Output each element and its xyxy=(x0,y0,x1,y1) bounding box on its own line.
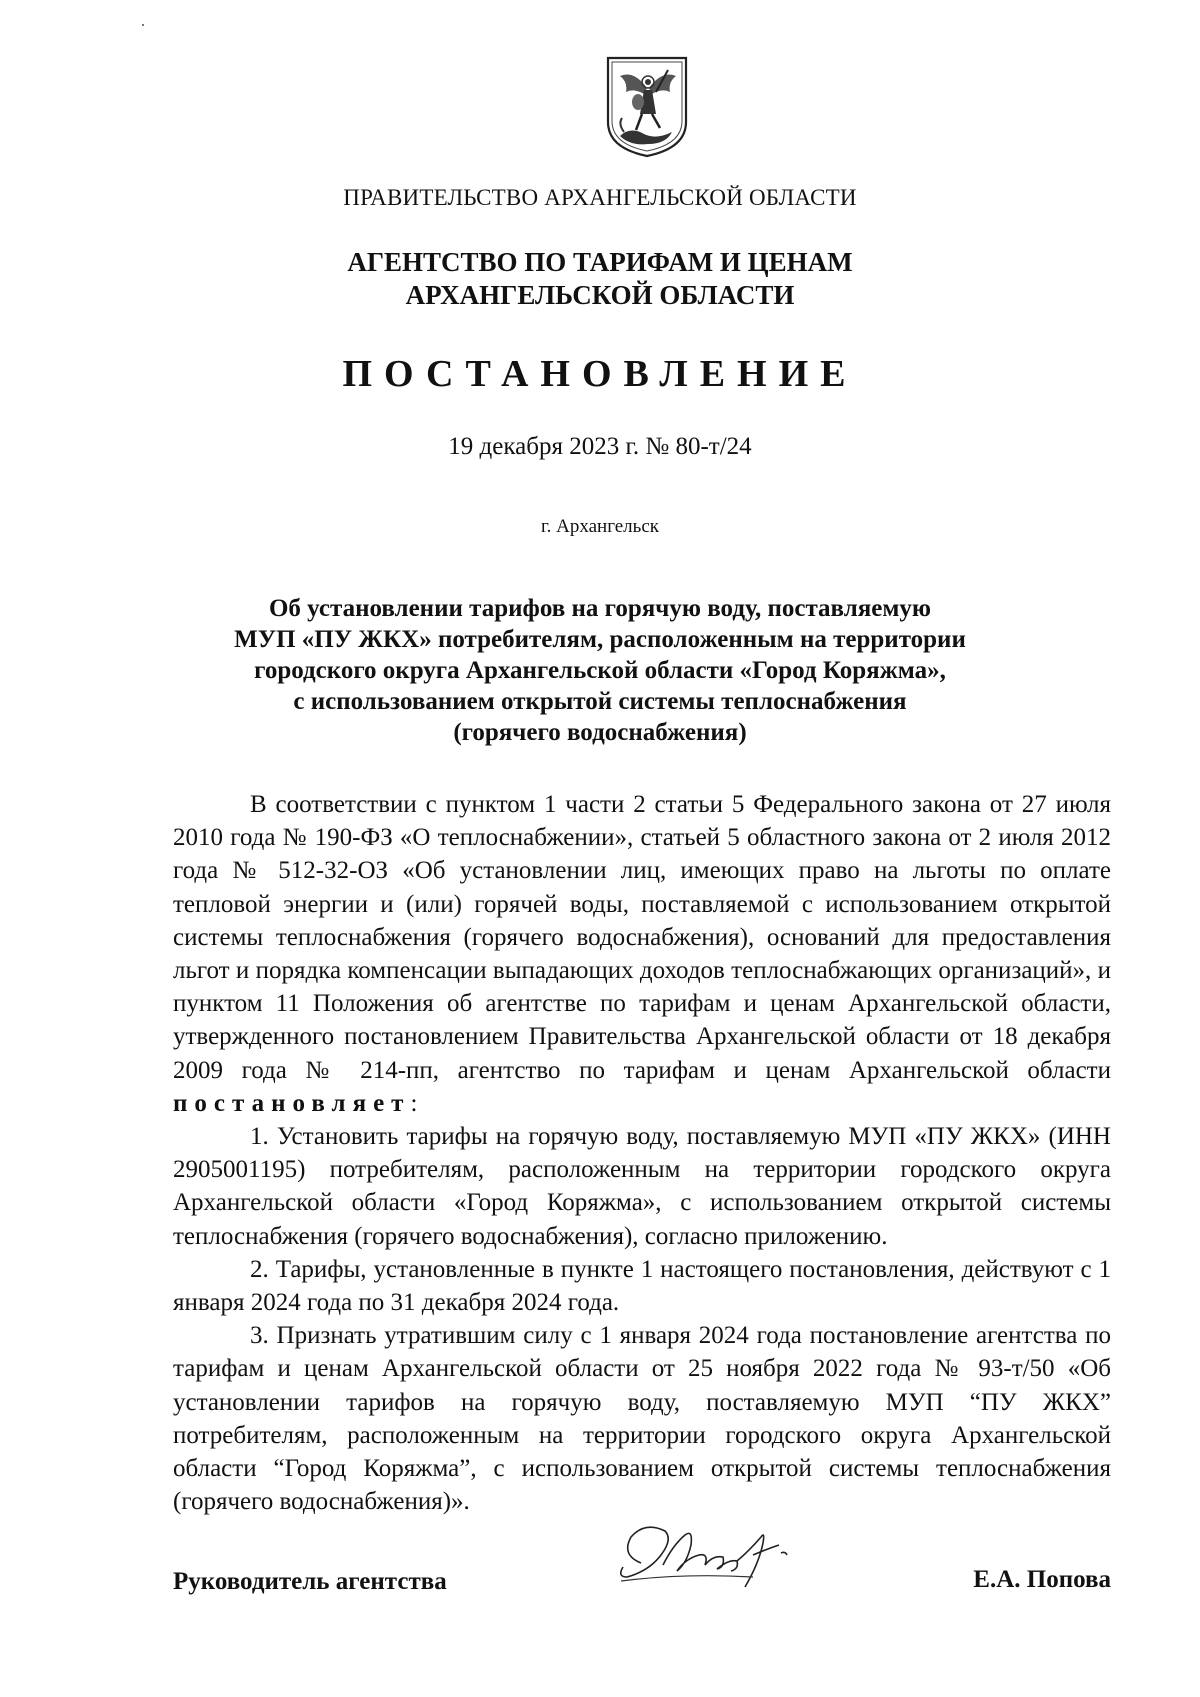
handwritten-signature xyxy=(613,1515,823,1595)
subject-line-3: городского округа Архангельской области «Город Коряжма», xyxy=(254,657,946,684)
agency-heading-line2: АРХАНГЕЛЬСКОЙ ОБЛАСТИ xyxy=(405,280,795,310)
scan-speck xyxy=(142,24,144,26)
subject-line-1: Об установлении тарифов на горячую воду, поставляемую xyxy=(268,595,932,622)
subject-line-5: (горячего водоснабжения) xyxy=(453,719,747,746)
decree-body xyxy=(173,788,1111,1518)
coat-of-arms-emblem xyxy=(604,52,690,160)
preamble-paragraph xyxy=(173,788,1111,1120)
item-1-paragraph: 1. Установить тарифы на горячую воду, поставляемую МУП «ПУ ЖКХ» (ИНН 2905001195) потребителям, расположенным на территории городского округа Архангельской области «Город Коряжма», с использованием открытой системы теплоснабжения (горячего водоснабжения), согласно приложению. xyxy=(173,1123,1111,1250)
decree-date-number: 19 декабря 2023 г. № 80-т/24 xyxy=(448,433,752,460)
decree-title: ПОСТАНОВЛЕНИЕ xyxy=(342,353,858,395)
signatory-name: Е.А. Попова xyxy=(973,1566,1111,1593)
resolves-colon: : xyxy=(410,1089,418,1117)
preamble-text: В соответствии с пунктом 1 части 2 статьи 5 Федерального закона от 27 июля 2010 года № 190-ФЗ «О теплоснабжении», статьей 5 областного закона от 2 июля 2012 года № 512-32-ОЗ «Об установлении лиц, имеющих право на льготы по оплате тепловой энергии и (или) горячей воды, поставляемой с использованием открытой системы теплоснабжения (горячего водоснабжения), оснований для предоставления льгот и порядка компенсации выпадающих доходов теплоснабжающих организаций», и пунктом 11 Положения об агентстве по тарифам и ценам Архангельской области, утвержденного постановлением Правительства Архангельской области от 18 декабря 2009 года № 214-пп, агентство по тарифам и ценам Архангельской области xyxy=(173,791,1111,1084)
government-heading: ПРАВИТЕЛЬСТВО АРХАНГЕЛЬСКОЙ ОБЛАСТИ xyxy=(343,185,857,210)
decree-city: г. Архангельск xyxy=(540,516,659,537)
agency-heading-line1: АГЕНТСТВО ПО ТАРИФАМ И ЦЕНАМ xyxy=(347,247,853,277)
signatory-position: Руководитель агентства xyxy=(173,1568,447,1595)
subject-line-4: с использованием открытой системы теплоснабжения xyxy=(293,688,907,715)
item-2-paragraph: 2. Тарифы, установленные в пункте 1 настоящего постановления, действуют с 1 января 2024 года по 31 декабря 2024 года. xyxy=(173,1255,1111,1317)
decree-subject xyxy=(0,593,1200,748)
item-3-paragraph: 3. Признать утратившим силу с 1 января 2024 года постановление агентства по тарифам и ценам Архангельской области от 25 ноября 2022 года № 93-т/50 «Об установлении тарифов на горячую воду, поставляемую МУП “ПУ ЖКХ” потребителям, расположенным на территории городского округа Архангельской области “Город Коряжма”, с использованием открытой системы теплоснабжения (горячего водоснабжения)». xyxy=(173,1322,1111,1516)
resolves-word: постановляет xyxy=(173,1089,411,1117)
subject-line-2: МУП «ПУ ЖКХ» потребителям, расположенным на территории xyxy=(234,626,966,653)
agency-heading xyxy=(0,246,1200,312)
